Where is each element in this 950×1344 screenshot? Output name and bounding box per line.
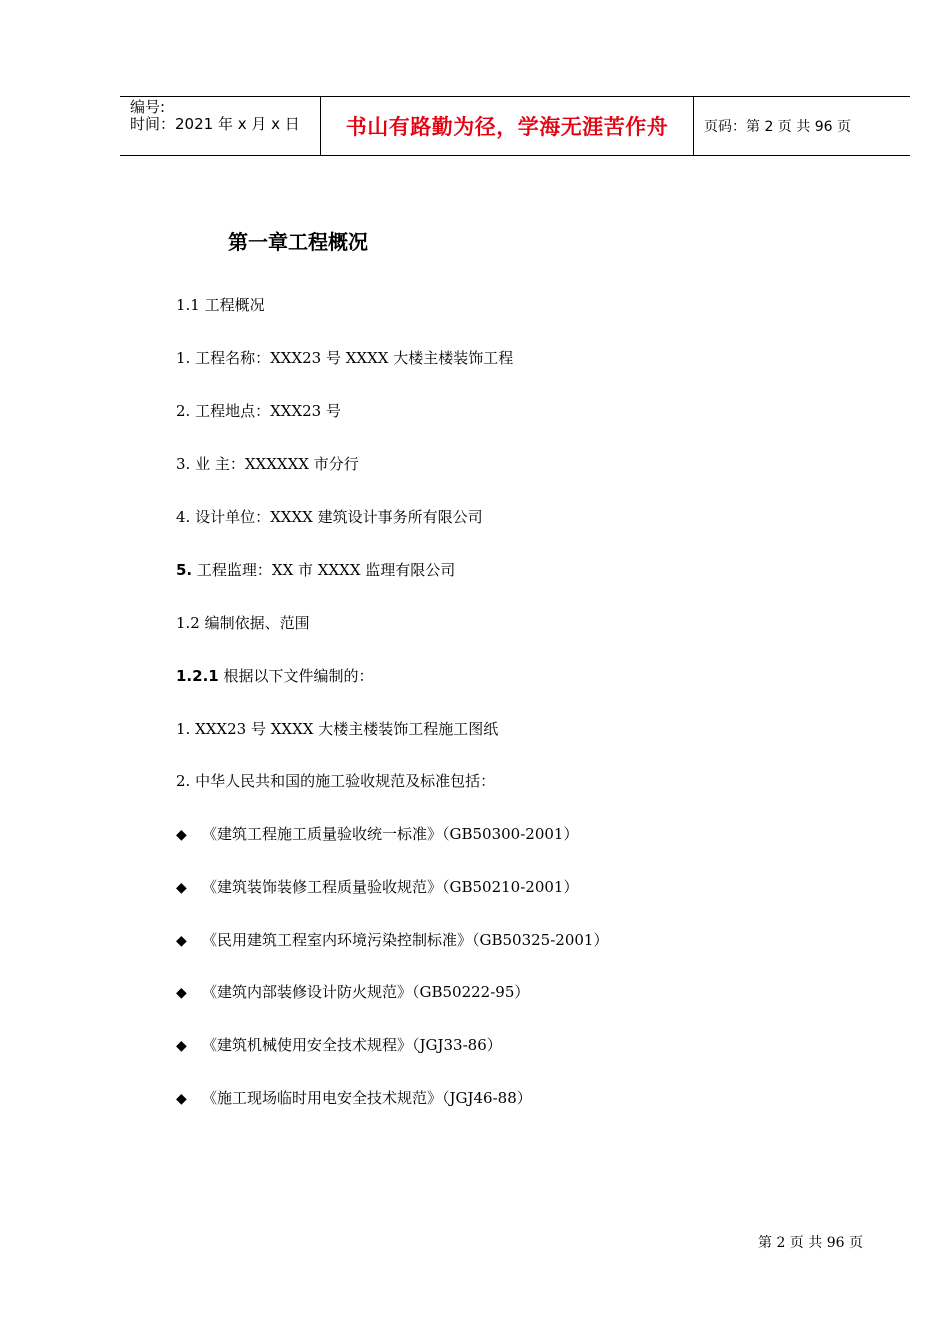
standard-item: ◆ 《民用建筑工程室内环境污染控制标准》（GB50325-2001） (176, 931, 609, 949)
standard-item: ◆ 《建筑工程施工质量验收统一标准》（GB50300-2001） (176, 825, 579, 843)
header-motto-cell (321, 97, 694, 155)
standard-item: ◆ 《施工现场临时用电安全技术规范》（JGJ46-88） (176, 1089, 532, 1107)
diamond-bullet-icon: ◆ (176, 985, 187, 1001)
number-label: 编号: (130, 98, 166, 116)
standards-intro-line: 2. 中华人民共和国的施工验收规范及标准包括： (176, 772, 496, 790)
standard-item: ◆ 《建筑装饰装修工程质量验收规范》（GB50210-2001） (176, 878, 579, 896)
page-header (120, 96, 910, 156)
project-location-line: 2. 工程地点：XXX23 号 (176, 402, 341, 420)
diamond-bullet-icon: ◆ (176, 1038, 187, 1054)
diamond-bullet-icon: ◆ (176, 880, 187, 896)
diamond-bullet-icon: ◆ (176, 933, 187, 949)
motto-text: 书山有路勤为径，学海无涯苦作舟 (345, 115, 669, 139)
supervision-line: 5. 工程监理：XX 市 XXXX 监理有限公司 (176, 561, 456, 579)
diamond-bullet-icon: ◆ (176, 1091, 187, 1107)
header-page-cell (694, 97, 910, 155)
footer-page-number: 第 2 页 共 96 页 (758, 1235, 863, 1251)
section-heading-1-2-1: 1.2.1 根据以下文件编制的： (176, 667, 374, 685)
time-label: 时间：2021 年 x 月 x 日 (130, 115, 300, 133)
diamond-bullet-icon: ◆ (176, 827, 187, 843)
header-page-label: 页码：第 2 页 共 96 页 (704, 119, 851, 135)
section-heading-1-2: 1.2 编制依据、范围 (176, 614, 310, 632)
owner-line: 3. 业 主：XXXXXX 市分行 (176, 455, 359, 473)
header-info-cell (120, 97, 321, 155)
chapter-title: 第一章工程概况 (228, 230, 368, 254)
drawings-line: 1. XXX23 号 XXXX 大楼主楼装饰工程施工图纸 (176, 720, 499, 738)
standard-item: ◆ 《建筑内部装修设计防火规范》（GB50222-95） (176, 983, 530, 1001)
section-heading-1-1: 1.1 工程概况 (176, 296, 265, 314)
project-name-line: 1. 工程名称：XXX23 号 XXXX 大楼主楼装饰工程 (176, 349, 514, 367)
standard-item: ◆ 《建筑机械使用安全技术规程》（JGJ33-86） (176, 1036, 502, 1054)
design-unit-line: 4. 设计单位：XXXX 建筑设计事务所有限公司 (176, 508, 483, 526)
